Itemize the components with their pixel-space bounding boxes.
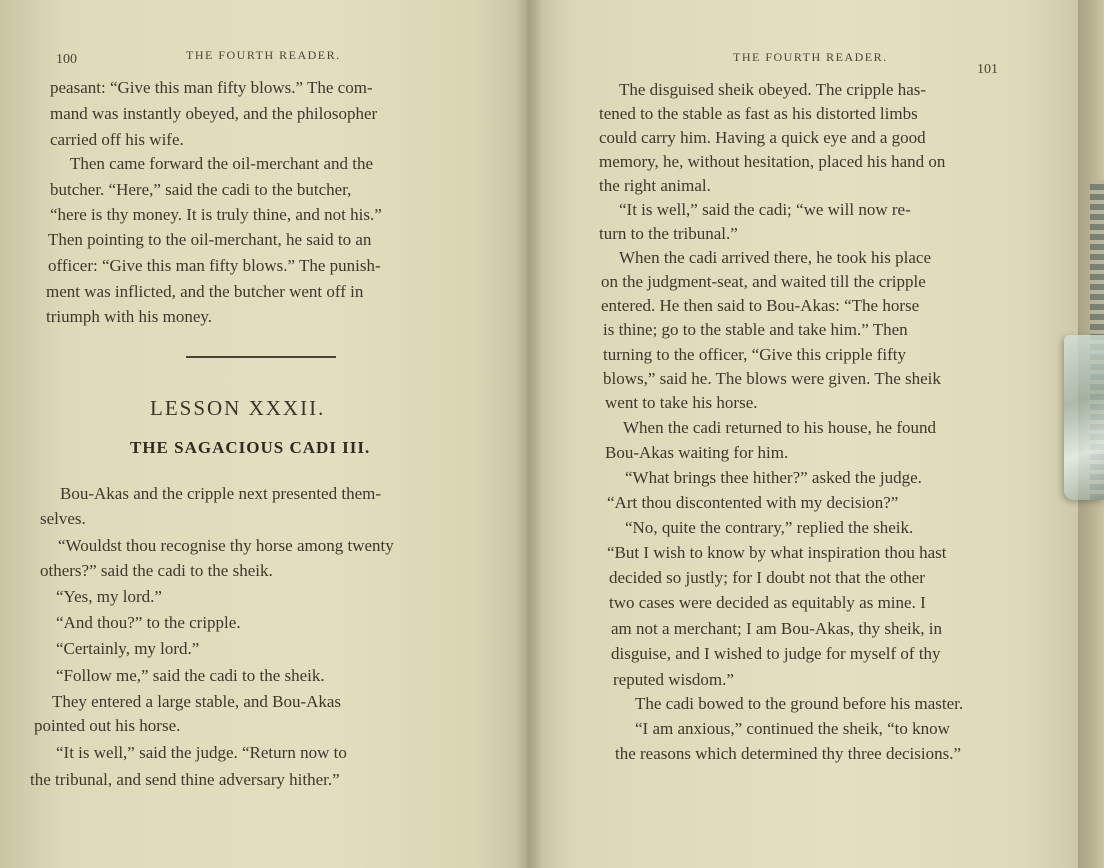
glass-paperweight: [1064, 335, 1104, 500]
text-line: decided so justly; for I doubt not that the other: [609, 568, 925, 587]
text-line: went to take his horse.: [605, 393, 758, 412]
text-line: the tribunal, and send thine adversary hither.”: [30, 770, 340, 789]
text-line: entered. He then said to Bou-Akas: “The horse: [601, 296, 920, 315]
section-rule: [186, 356, 336, 358]
text-line: ment was inflicted, and the butcher went off in: [46, 282, 364, 301]
text-line: the right animal.: [599, 176, 711, 195]
text-line: memory, he, without hesitation, placed his hand on: [599, 152, 946, 171]
text-line: Then came forward the oil-merchant and the: [70, 154, 374, 173]
text-line: “I am anxious,” continued the sheik, “to know: [635, 719, 950, 738]
text-line: When the cadi arrived there, he took his place: [619, 248, 932, 267]
text-line: am not a merchant; I am Bou-Akas, thy sheik, in: [611, 619, 942, 638]
lesson-subtitle: THE SAGACIOUS CADI III.: [130, 438, 371, 457]
text-line: selves.: [40, 509, 86, 528]
text-line: turn to the tribunal.”: [599, 224, 738, 243]
text-line: They entered a large stable, and Bou-Akas: [52, 692, 342, 711]
text-line: disguise, and I wished to judge for myself of thy: [611, 644, 941, 663]
text-line: “Certainly, my lord.”: [56, 639, 200, 658]
text-line: turning to the officer, “Give this cripple fifty: [603, 345, 907, 364]
text-line: “here is thy money. It is truly thine, and not his.”: [50, 205, 382, 224]
text-line: “Yes, my lord.”: [56, 587, 162, 606]
text-line: peasant: “Give this man fifty blows.” The com-: [50, 78, 373, 97]
page-number: 101: [977, 62, 998, 77]
text-line: “It is well,” said the cadi; “we will now re-: [619, 200, 911, 219]
running-head: THE FOURTH READER.: [733, 50, 888, 64]
text-line: “Follow me,” said the cadi to the sheik.: [56, 666, 325, 685]
running-head: THE FOURTH READER.: [186, 48, 341, 62]
text-line: pointed out his horse.: [34, 716, 181, 735]
text-line: The cadi bowed to the ground before his master.: [635, 694, 964, 713]
text-line: mand was instantly obeyed, and the philosopher: [50, 104, 378, 123]
text-line: blows,” said he. The blows were given. The sheik: [603, 369, 941, 388]
text-line: The disguised sheik obeyed. The cripple has-: [619, 80, 927, 99]
text-line: carried off his wife.: [50, 130, 184, 149]
text-line: “Art thou discontented with my decision?”: [607, 493, 899, 512]
text-line: others?” said the cadi to the sheik.: [40, 561, 273, 580]
text-line: “It is well,” said the judge. “Return now to: [56, 743, 347, 762]
text-line: Bou-Akas waiting for him.: [605, 443, 789, 462]
text-line: on the judgment-seat, and waited till the cripple: [601, 272, 926, 291]
text-line: “Wouldst thou recognise thy horse among twenty: [58, 536, 394, 555]
text-line: the reasons which determined thy three decisions.”: [615, 744, 962, 763]
book-spine-shadow: [515, 0, 543, 868]
text-line: Bou-Akas and the cripple next presented them-: [60, 484, 382, 503]
text-line: “And thou?” to the cripple.: [56, 613, 241, 632]
text-line: When the cadi returned to his house, he found: [623, 418, 936, 437]
text-line: is thine; go to the stable and take him.” Then: [603, 320, 908, 339]
text-line: “What brings thee hither?” asked the judge.: [625, 468, 922, 487]
lesson-title: LESSON XXXII.: [150, 396, 326, 420]
text-line: butcher. “Here,” said the cadi to the butcher,: [50, 180, 352, 199]
page-number: 100: [56, 52, 77, 67]
text-line: Then pointing to the oil-merchant, he said to an: [48, 230, 372, 249]
text-line: “But I wish to know by what inspiration thou hast: [607, 543, 947, 562]
right-page: [527, 0, 1092, 868]
left-page: [0, 0, 530, 868]
text-line: triumph with his money.: [46, 307, 213, 326]
text-line: could carry him. Having a quick eye and a good: [599, 128, 926, 147]
text-line: reputed wisdom.”: [613, 670, 734, 689]
text-line: “No, quite the contrary,” replied the sheik.: [625, 518, 914, 537]
text-line: tened to the stable as fast as his distorted limbs: [599, 104, 918, 123]
text-line: officer: “Give this man fifty blows.” The punish-: [48, 256, 381, 275]
text-line: two cases were decided as equitably as mine. I: [609, 593, 926, 612]
